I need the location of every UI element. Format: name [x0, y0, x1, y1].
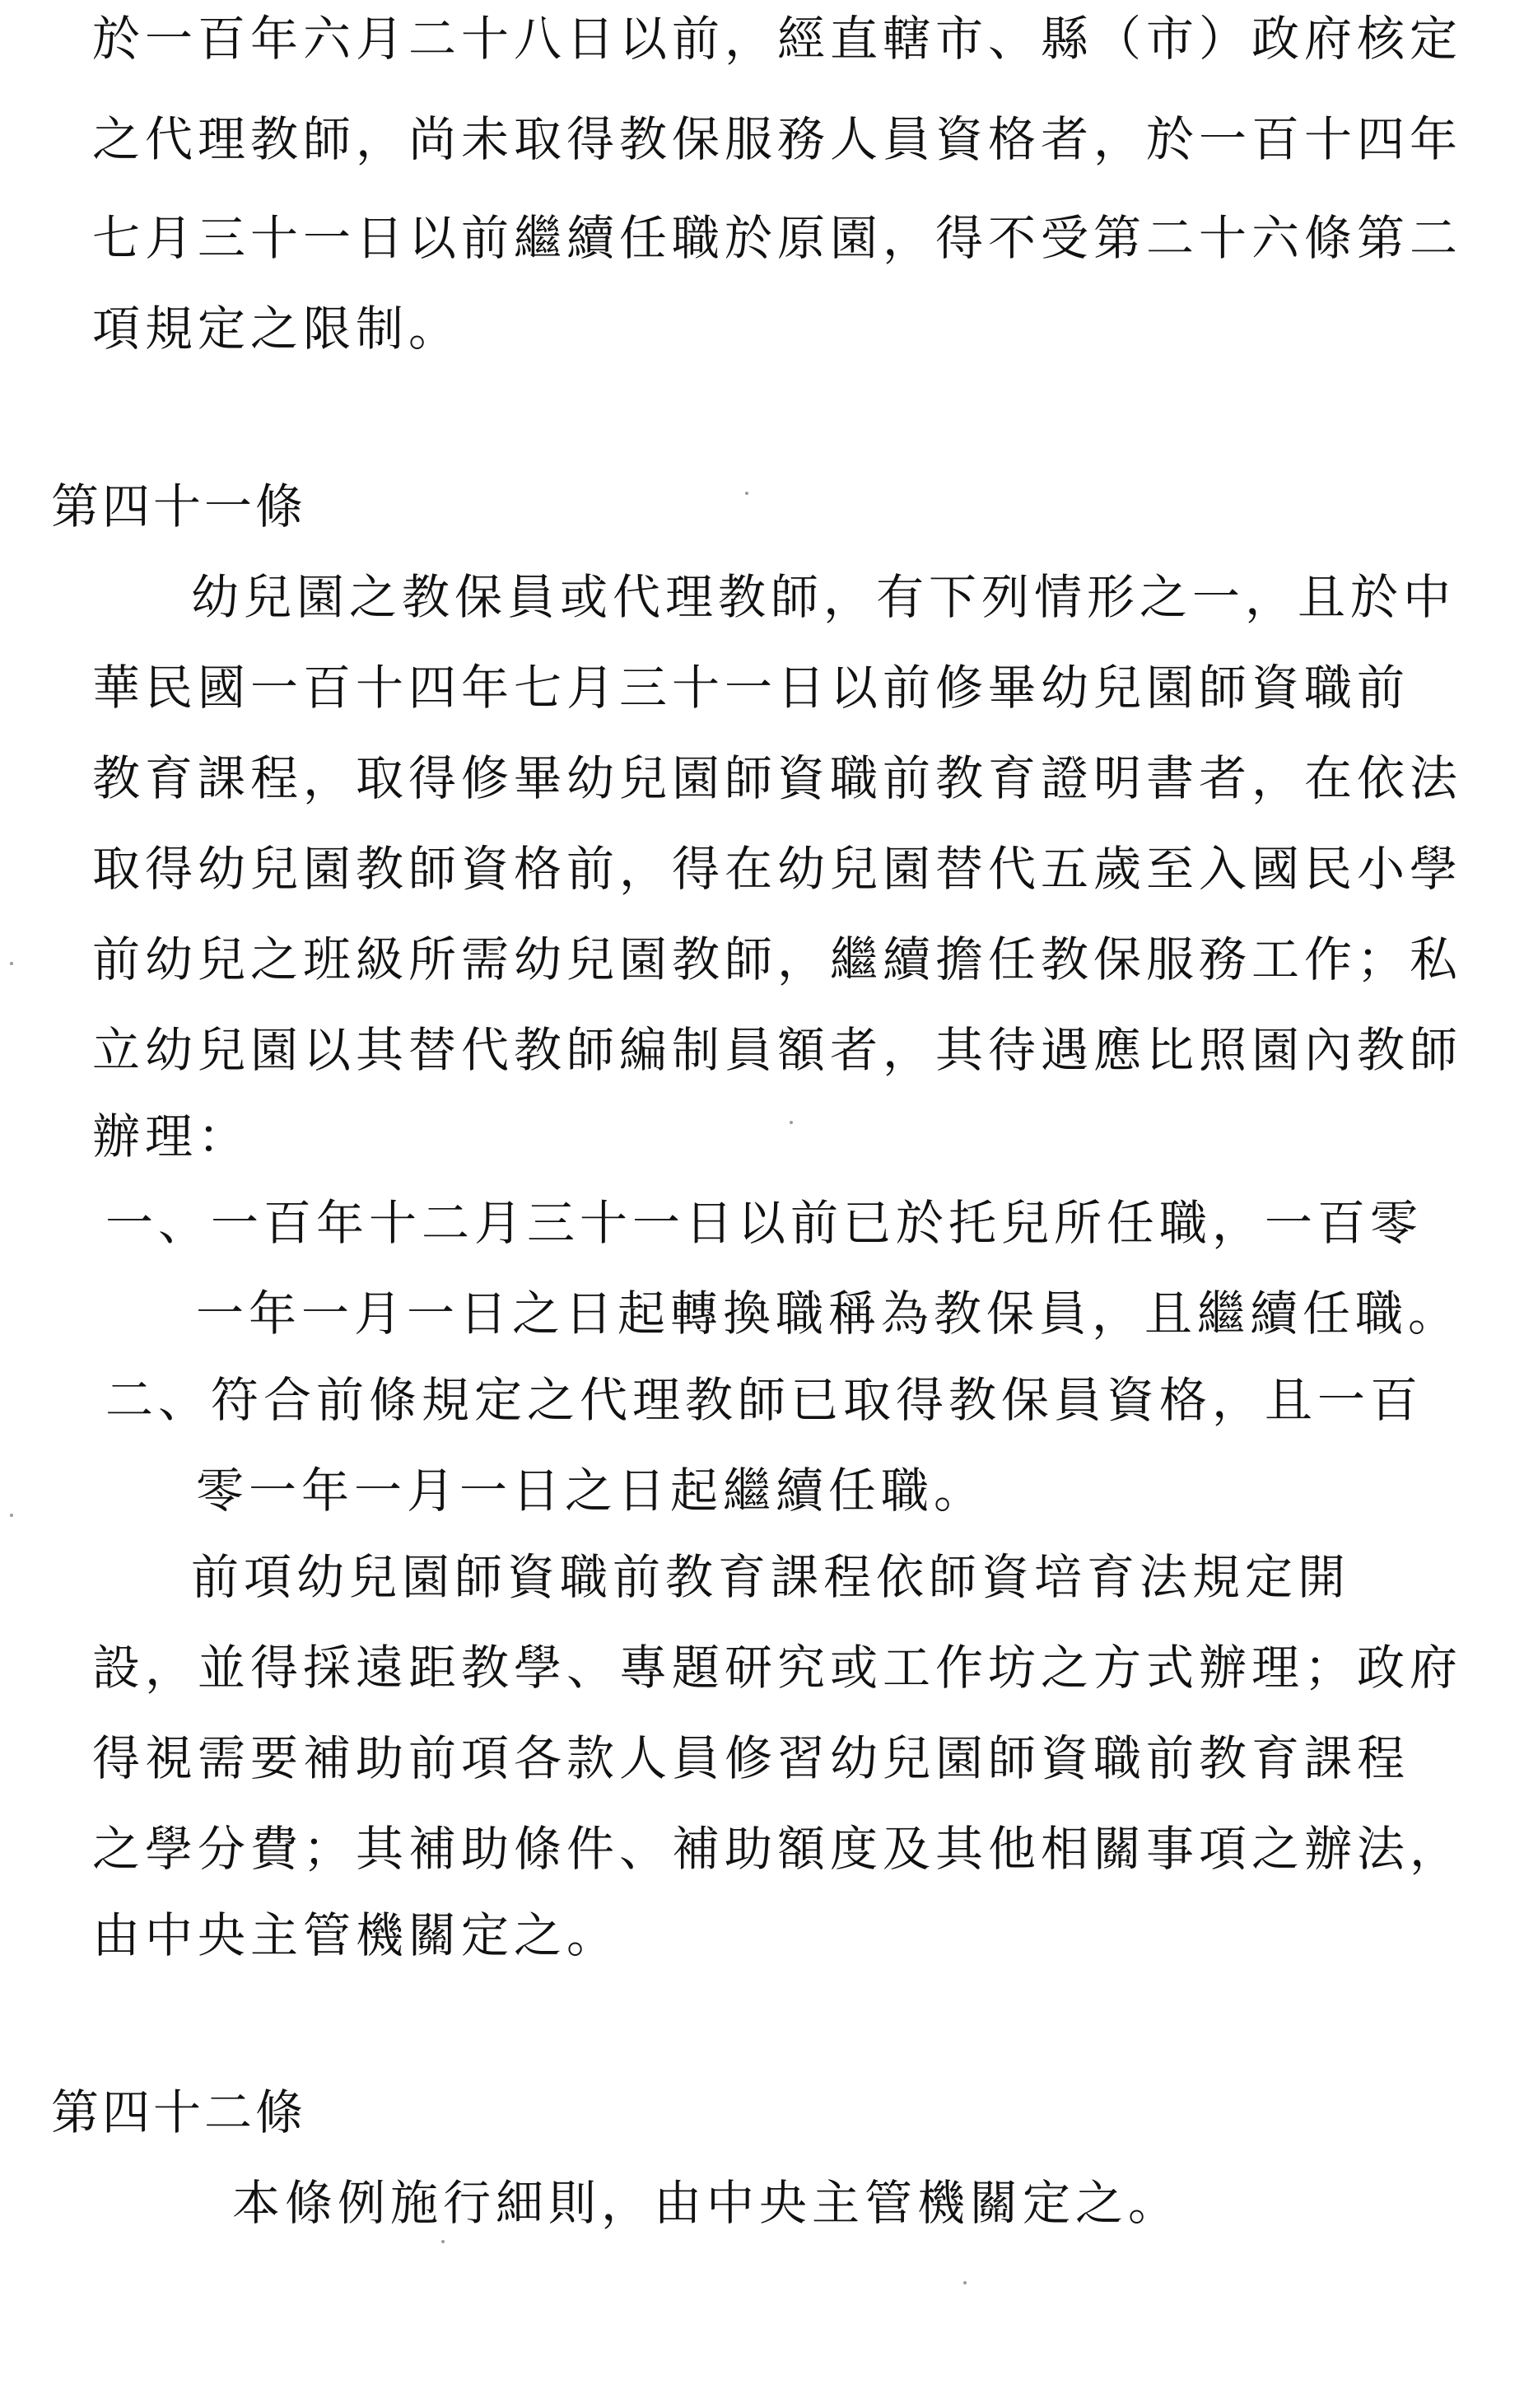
article-41-para2-line-2: 設，並得採遠距教學、專題研究或工作坊之方式辦理；政府 — [92, 1640, 1463, 1696]
scan-speck — [10, 1514, 13, 1517]
article-41-item-1-line-1: 一、一百年十二月三十一日以前已於托兒所任職，一百零 — [105, 1195, 1424, 1251]
article-41-item-1-line-2: 一年一月一日之日起轉換職稱為教保員，且繼續任職。 — [196, 1286, 1461, 1342]
scan-speck — [745, 492, 748, 495]
preamble-line-2: 之代理教師，尚未取得教保服務人員資格者，於一百十四年 — [92, 111, 1463, 167]
article-41-heading: 第四十一條 — [51, 478, 307, 534]
article-41-para1-line-2: 華民國一百十四年七月三十一日以前修畢幼兒園師資職前 — [92, 660, 1410, 716]
article-41-para2-line-1: 前項幼兒園師資職前教育課程依師資培育法規定開 — [191, 1549, 1351, 1605]
article-42-body: 本條例施行細則，由中央主管機關定之。 — [232, 2175, 1181, 2231]
article-41-para1-line-4: 取得幼兒園教師資格前，得在幼兒園替代五歲至入國民小學 — [92, 841, 1463, 897]
article-42-heading: 第四十二條 — [51, 2084, 307, 2140]
scan-speck — [963, 2281, 967, 2284]
article-41-para1-line-5: 前幼兒之班級所需幼兒園教師，繼續擔任教保服務工作；私 — [92, 931, 1463, 987]
article-41-para2-line-3: 得視需要補助前項各款人員修習幼兒園師資職前教育課程 — [92, 1730, 1410, 1786]
preamble-line-4: 項規定之限制。 — [92, 301, 462, 357]
article-41-para1-line-7: 辦理： — [92, 1108, 251, 1164]
scan-speck — [10, 962, 13, 965]
article-41-para1-line-3: 教育課程，取得修畢幼兒園師資職前教育證明書者，在依法 — [92, 750, 1463, 806]
article-41-item-2-line-1: 二、符合前條規定之代理教師已取得教保員資格，且一百 — [105, 1372, 1424, 1428]
preamble-line-3: 七月三十一日以前繼續任職於原園，得不受第二十六條第二 — [92, 210, 1463, 266]
scan-speck — [441, 2240, 445, 2243]
article-41-para1-line-1: 幼兒園之教保員或代理教師，有下列情形之一，且於中 — [191, 569, 1456, 625]
preamble-line-1: 於一百年六月二十八日以前，經直轄市、縣（市）政府核定 — [92, 11, 1463, 67]
article-41-para2-line-4: 之學分費；其補助條件、補助額度及其他相關事項之辦法， — [92, 1821, 1463, 1877]
scan-speck — [790, 1121, 793, 1124]
article-41-para1-line-6: 立幼兒園以其替代教師編制員額者，其待遇應比照園內教師 — [92, 1022, 1463, 1078]
article-41-para2-line-5: 由中央主管機關定之。 — [92, 1907, 620, 1963]
article-41-item-2-line-2: 零一年一月一日之日起繼續任職。 — [196, 1463, 987, 1519]
